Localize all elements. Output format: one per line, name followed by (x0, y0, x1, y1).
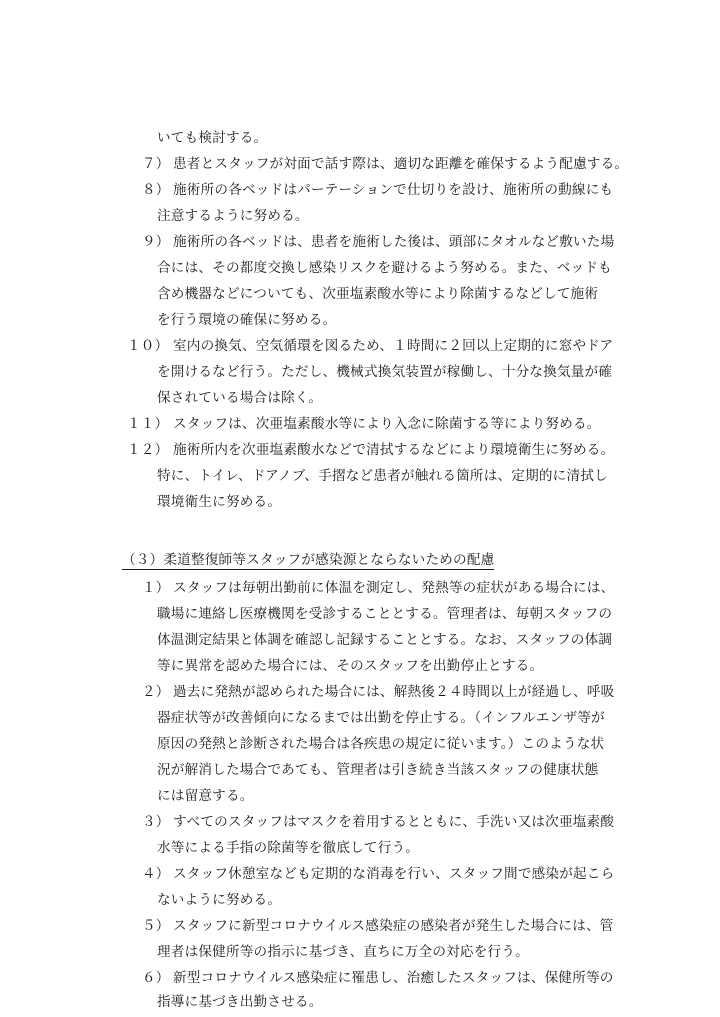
item-text-line: 理者は保健所等の指示に基づき、直ちに万全の対応を行う。 (157, 944, 529, 960)
item-text-line: 指導に基づき出勤させる。 (157, 994, 323, 1010)
item-text-line: ないように努める。 (157, 892, 282, 908)
item-text-line: 環境衛生に努める。 (157, 494, 282, 510)
item-text-line: 施術所の各ベッドは、患者を施術した後は、頭部にタオルなど敷いた場 (173, 234, 615, 250)
item-text-line: すべてのスタッフはマスクを着用するとともに、手洗い又は次亜塩素酸 (173, 814, 615, 830)
section-heading (122, 550, 494, 570)
item-number: １） (142, 580, 170, 596)
item-text-line: を開けるなど行う。ただし、機械式換気装置が稼働し、十分な換気量が確 (157, 364, 613, 380)
item-text-line: スタッフは毎朝出勤前に体温を測定し、発熱等の症状がある場合には、 (173, 580, 615, 596)
item-text-line: 新型コロナウイルス感染症に罹患し、治癒したスタッフは、保健所等の (173, 970, 614, 986)
item-text-line: 体温測定結果と体調を確認し記録することとする。なお、スタッフの体調 (157, 632, 613, 648)
item-text-line: には留意する。 (157, 788, 254, 804)
item-text-line: 患者とスタッフが対面で話す際は、適切な距離を確保するよう配慮する。 (173, 156, 629, 172)
item-number: ３） (142, 814, 170, 830)
item-number: ８） (142, 182, 170, 198)
item-number: ６） (142, 970, 170, 986)
item-text-line: 室内の換気、空気循環を図るため、１時間に２回以上定期的に窓やドア (173, 338, 614, 354)
item-text-line: を行う環境の確保に努める。 (157, 312, 337, 328)
item-text-line: 原因の発熱と診断された場合は各疾患の規定に従います。）このような状 (157, 736, 605, 752)
item-number: ２） (142, 684, 170, 700)
item-text-line: スタッフに新型コロナウイルス感染症の感染者が発生した場合には、管 (173, 918, 614, 934)
item-number: ９） (142, 234, 170, 250)
item-text-line: 水等による手指の除菌等を徹底して行う。 (157, 840, 420, 856)
item-number: ７） (142, 156, 170, 172)
item-text-line: スタッフは、次亜塩素酸水等により入念に除菌する等により努める。 (173, 416, 601, 432)
item-text-line: 過去に発熱が認められた場合には、解熱後２４時間以上が経過し、呼吸 (173, 684, 615, 700)
item-number: ４） (142, 866, 170, 882)
item-text-line: 保されている場合は除く。 (157, 390, 323, 406)
item-text-line: スタッフ休憩室なども定期的な消毒を行い、スタッフ間で感染が起こら (173, 866, 615, 882)
item-text-line: 合には、その都度交換し感染リスクを避けるよう努める。また、ベッドも (157, 260, 612, 276)
section-heading-text: （３）柔道整復師等スタッフが感染源とならないための配慮 (122, 552, 495, 568)
item-number: １１） (127, 416, 169, 432)
item-number: ５） (142, 918, 170, 934)
item-text-line: 含め機器などについても、次亜塩素酸水等により除菌するなどして施術 (157, 286, 599, 302)
item-number: １０） (127, 338, 169, 354)
intro-continuation: いても検討する。 (157, 130, 268, 146)
item-text-line: 特に、トイレ、ドアノブ、手摺など患者が触れる箇所は、定期的に清拭し (157, 468, 608, 484)
item-number: １２） (127, 442, 169, 458)
item-text-line: 器症状等が改善傾向になるまでは出勤を停止する。（インフルエンザ等が (157, 710, 605, 726)
item-text-line: 況が解消した場合であても、管理者は引き続き当該スタッフの健康状態 (157, 762, 599, 778)
item-text-line: 職場に連絡し医療機関を受診することとする。管理者は、毎朝スタッフの (157, 606, 613, 622)
item-text-line: 等に異常を認めた場合には、そのスタッフを出勤停止とする。 (157, 658, 544, 674)
item-text-line: 施術所の各ベッドはパーテーションで仕切りを設け、施術所の動線にも (173, 182, 614, 198)
item-text-line: 施術所内を次亜塩素酸水などで清拭するなどにより環境衛生に努める。 (173, 442, 615, 458)
item-text-line: 注意するように努める。 (157, 208, 309, 224)
